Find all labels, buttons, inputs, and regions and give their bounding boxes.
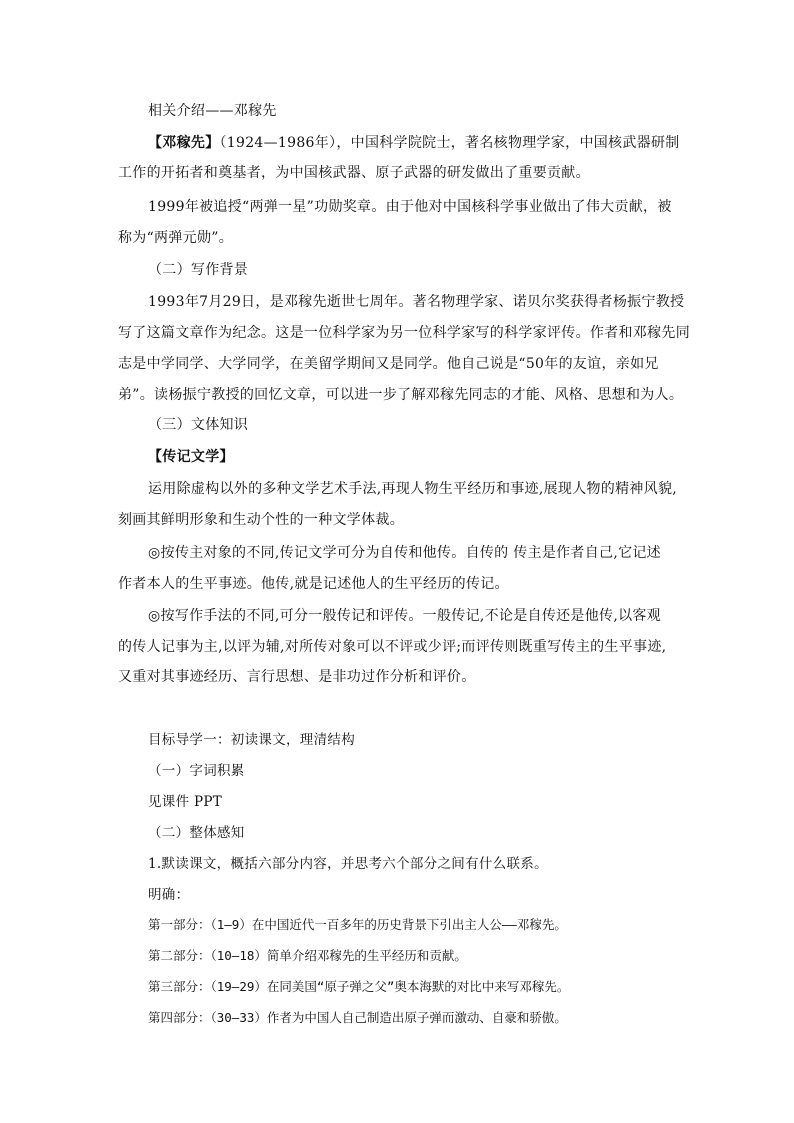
bio-line-2: 工作的开拓者和奠基者，为中国核武器、原子武器的研发做出了重要贡献。 [118, 165, 590, 181]
bio-line-1 [148, 133, 680, 153]
goal-subheading-2: （二）整体感知 [148, 825, 245, 841]
intro-heading: 相关介绍——邓稼先 [148, 103, 277, 119]
part-4: 第四部分：（30—33）作者为中国人自己制造出原子弹而激动、自豪和骄傲。 [148, 1010, 567, 1025]
goal-subheading-1-text: 见课件 PPT [148, 794, 223, 810]
part-1: 第一部分：（1—9）在中国近代一百多年的历史背景下引出主人公——邓稼先。 [148, 917, 567, 932]
genre-point-2-line-2: 的传人记事为主,以评为辅,对所传对象可以不评或少评;而评传则既重写传主的生平事迹, [118, 639, 667, 655]
answer-label: 明确： [148, 887, 190, 903]
part-3: 第三部分：（19—29）在同美国“原子弹之父”奥本海默的对比中来写邓稼先。 [148, 979, 570, 994]
genre-heading: （三）文体知识 [148, 417, 249, 433]
background-line-4: 弟”。读杨振宁教授的回忆文章，可以进一步了解邓稼先同志的才能、风格、思想和为人。 [118, 387, 684, 403]
part-2: 第二部分：（10—18）简单介绍邓稼先的生平经历和贡献。 [148, 948, 467, 963]
genre-definition-2: 刻画其鲜明形象和生动个性的一种文学体裁。 [118, 512, 404, 528]
award-line-2: 称为“两弹元勋”。 [118, 230, 234, 246]
genre-definition-1: 运用除虚构以外的多种文学艺术手法,再现人物生平经历和事迹,展现人物的精神风貌, [148, 481, 678, 497]
background-line-3: 志是中学同学、大学同学，在美留学期间又是同学。他自己说是“50年的友谊，亲如兄 [118, 356, 659, 372]
background-heading: （二）写作背景 [148, 262, 249, 278]
bio-text-1: （1924—1986年），中国科学院院士，著名核物理学家，中国核武器研制 [219, 135, 680, 151]
goal-subheading-1: （一）字词积累 [148, 763, 245, 779]
genre-point-2-line-3: 又重对其事迹经历、言行思想、是非功过作分析和评价。 [118, 669, 476, 685]
genre-point-2-line-1: ◎按写作手法的不同,可分一般传记和评传。一般传记,不论是自传还是他传,以客观 [148, 608, 661, 624]
genre-point-1-line-1: ◎按传主对象的不同,传记文学可分为自传和他传。自传的 传主是作者自己,它记述 [148, 545, 661, 561]
bio-label: 【邓稼先】 [148, 135, 220, 151]
award-line-1: 1999年被追授“两弹一星”功勋奖章。由于他对中国核科学事业做出了伟大贡献，被 [148, 199, 672, 215]
genre-point-1-line-2: 作者本人的生平事迹。他传,就是记述他人的生平经历的传记。 [118, 576, 509, 592]
genre-label: 【传记文学】 [148, 449, 234, 465]
goal-heading: 目标导学一：初读课文，理清结构 [148, 732, 355, 748]
background-line-2: 写了这篇文章作为纪念。这是一位科学家为另一位科学家写的科学家评传。作者和邓稼先同 [118, 325, 690, 341]
background-line-1: 1993年7月29日，是邓稼先逝世七周年。著名物理学家、诺贝尔奖获得者杨振宁教授 [148, 294, 685, 310]
goal-task: 1.默读课文，概括六部分内容，并思考六个部分之间有什么联系。 [148, 856, 548, 872]
